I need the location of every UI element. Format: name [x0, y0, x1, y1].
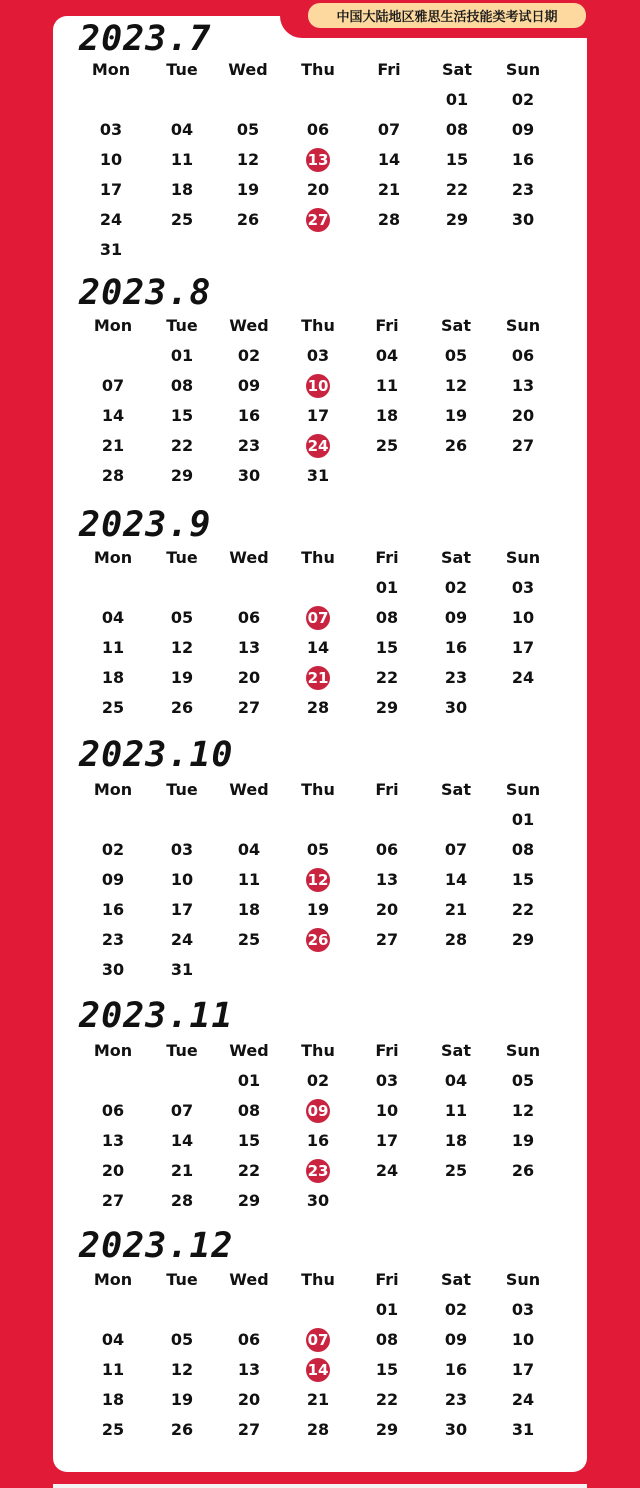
day-cell: 07 [170, 1101, 194, 1120]
day-cell: 10 [170, 870, 194, 889]
day-cell: 08 [375, 1330, 399, 1349]
day-cell: 21 [170, 1161, 194, 1180]
day-cell: 03 [99, 120, 123, 139]
day-cell: 18 [375, 406, 399, 425]
day-cell: 18 [170, 180, 194, 199]
day-cell: 06 [237, 608, 261, 627]
weekday-header: Sat [441, 316, 471, 335]
day-cell: 02 [444, 578, 468, 597]
day-cell: 16 [101, 900, 125, 919]
day-cell: 20 [237, 668, 261, 687]
day-cell: 29 [237, 1191, 261, 1210]
weekday-header: Sat [441, 548, 471, 567]
day-cell: 25 [101, 698, 125, 717]
day-cell: 07 [101, 376, 125, 395]
day-cell: 03 [511, 578, 535, 597]
exam-date-marker: 07 [306, 606, 330, 630]
weekday-header: Wed [229, 316, 269, 335]
day-cell: 14 [444, 870, 468, 889]
day-cell: 30 [511, 210, 535, 229]
day-cell: 13 [375, 870, 399, 889]
day-cell: 12 [170, 638, 194, 657]
day-cell: 17 [99, 180, 123, 199]
day-cell: 13 [237, 1360, 261, 1379]
day-cell: 26 [170, 698, 194, 717]
day-cell: 22 [375, 1390, 399, 1409]
day-cell: 23 [511, 180, 535, 199]
day-cell: 22 [237, 1161, 261, 1180]
day-cell: 13 [511, 376, 535, 395]
exam-date-marker: 26 [306, 928, 330, 952]
weekday-header: Sun [505, 548, 541, 567]
weekday-header: Thu [301, 1041, 335, 1060]
day-cell: 30 [237, 466, 261, 485]
day-cell: 03 [375, 1071, 399, 1090]
exam-date-marker: 24 [306, 434, 330, 458]
weekday-header: Fri [375, 1041, 399, 1060]
weekday-header: Thu [301, 60, 335, 79]
day-cell: 21 [377, 180, 401, 199]
weekday-header: Thu [301, 1270, 335, 1289]
day-cell: 01 [375, 1300, 399, 1319]
day-cell: 26 [444, 436, 468, 455]
exam-date-marker: 21 [306, 666, 330, 690]
day-cell: 27 [101, 1191, 125, 1210]
day-cell: 05 [306, 840, 330, 859]
day-cell: 31 [511, 1420, 535, 1439]
day-cell: 27 [375, 930, 399, 949]
day-cell: 23 [237, 436, 261, 455]
day-cell: 21 [101, 436, 125, 455]
day-cell: 04 [375, 346, 399, 365]
weekday-header: Tue [166, 1270, 198, 1289]
day-cell: 08 [170, 376, 194, 395]
day-cell: 03 [170, 840, 194, 859]
day-cell: 21 [444, 900, 468, 919]
day-cell: 25 [444, 1161, 468, 1180]
weekday-header: Tue [166, 1041, 198, 1060]
day-cell: 05 [511, 1071, 535, 1090]
day-cell: 18 [101, 1390, 125, 1409]
day-cell: 12 [170, 1360, 194, 1379]
day-cell: 15 [237, 1131, 261, 1150]
day-cell: 25 [375, 436, 399, 455]
weekday-header: Wed [229, 548, 269, 567]
day-cell: 05 [170, 608, 194, 627]
exam-date-marker: 13 [306, 148, 330, 172]
day-cell: 30 [306, 1191, 330, 1210]
weekday-header: Sun [505, 316, 541, 335]
day-cell: 26 [170, 1420, 194, 1439]
exam-date-marker: 23 [306, 1159, 330, 1183]
day-cell: 06 [306, 120, 330, 139]
day-cell: 11 [375, 376, 399, 395]
weekday-header: Sun [505, 1270, 541, 1289]
weekday-header: Tue [166, 60, 198, 79]
weekday-header: Mon [93, 1041, 133, 1060]
day-cell: 04 [237, 840, 261, 859]
day-cell: 28 [444, 930, 468, 949]
day-cell: 25 [237, 930, 261, 949]
day-cell: 19 [170, 1390, 194, 1409]
day-cell: 28 [170, 1191, 194, 1210]
exam-date-marker: 10 [306, 374, 330, 398]
exam-date-marker: 07 [306, 1328, 330, 1352]
day-cell: 14 [101, 406, 125, 425]
day-cell: 18 [237, 900, 261, 919]
day-cell: 04 [444, 1071, 468, 1090]
day-cell: 12 [511, 1101, 535, 1120]
day-cell: 09 [511, 120, 535, 139]
day-cell: 27 [237, 1420, 261, 1439]
day-cell: 08 [445, 120, 469, 139]
weekday-header: Fri [375, 1270, 399, 1289]
day-cell: 16 [511, 150, 535, 169]
day-cell: 02 [306, 1071, 330, 1090]
day-cell: 09 [101, 870, 125, 889]
day-cell: 01 [237, 1071, 261, 1090]
day-cell: 11 [237, 870, 261, 889]
day-cell: 22 [170, 436, 194, 455]
day-cell: 29 [375, 698, 399, 717]
day-cell: 01 [375, 578, 399, 597]
day-cell: 17 [511, 638, 535, 657]
day-cell: 07 [377, 120, 401, 139]
weekday-header: Fri [377, 60, 401, 79]
day-cell: 12 [444, 376, 468, 395]
day-cell: 15 [170, 406, 194, 425]
day-cell: 09 [237, 376, 261, 395]
card-bottom-edge [53, 1484, 587, 1488]
month-title: 2023.8 [79, 273, 212, 313]
weekday-header: Mon [93, 548, 133, 567]
day-cell: 08 [375, 608, 399, 627]
day-cell: 06 [237, 1330, 261, 1349]
weekday-header: Sun [505, 1041, 541, 1060]
day-cell: 24 [170, 930, 194, 949]
exam-date-marker: 14 [306, 1358, 330, 1382]
day-cell: 07 [444, 840, 468, 859]
weekday-header: Sat [441, 780, 471, 799]
day-cell: 15 [445, 150, 469, 169]
day-cell: 26 [236, 210, 260, 229]
weekday-header: Tue [166, 316, 198, 335]
weekday-header: Sun [505, 60, 541, 79]
weekday-header: Wed [229, 1270, 269, 1289]
day-cell: 29 [375, 1420, 399, 1439]
weekday-header: Thu [301, 780, 335, 799]
day-cell: 04 [101, 1330, 125, 1349]
day-cell: 14 [306, 638, 330, 657]
weekday-header: Tue [166, 780, 198, 799]
day-cell: 08 [237, 1101, 261, 1120]
day-cell: 06 [511, 346, 535, 365]
day-cell: 17 [375, 1131, 399, 1150]
day-cell: 10 [99, 150, 123, 169]
day-cell: 18 [444, 1131, 468, 1150]
day-cell: 22 [511, 900, 535, 919]
day-cell: 26 [511, 1161, 535, 1180]
weekday-header: Mon [93, 316, 133, 335]
day-cell: 15 [511, 870, 535, 889]
day-cell: 29 [170, 466, 194, 485]
day-cell: 19 [511, 1131, 535, 1150]
day-cell: 30 [444, 698, 468, 717]
day-cell: 04 [101, 608, 125, 627]
day-cell: 19 [306, 900, 330, 919]
day-cell: 06 [375, 840, 399, 859]
day-cell: 29 [511, 930, 535, 949]
day-cell: 23 [101, 930, 125, 949]
weekday-header: Mon [93, 780, 133, 799]
day-cell: 12 [236, 150, 260, 169]
weekday-header: Fri [375, 316, 399, 335]
day-cell: 01 [445, 90, 469, 109]
day-cell: 09 [444, 608, 468, 627]
day-cell: 05 [170, 1330, 194, 1349]
weekday-header: Fri [375, 548, 399, 567]
day-cell: 28 [306, 1420, 330, 1439]
weekday-header: Mon [91, 60, 131, 79]
day-cell: 17 [306, 406, 330, 425]
exam-date-marker: 27 [306, 208, 330, 232]
day-cell: 22 [375, 668, 399, 687]
weekday-header: Mon [93, 1270, 133, 1289]
day-cell: 01 [170, 346, 194, 365]
day-cell: 30 [444, 1420, 468, 1439]
weekday-header: Wed [229, 780, 269, 799]
day-cell: 03 [306, 346, 330, 365]
day-cell: 19 [236, 180, 260, 199]
day-cell: 01 [511, 810, 535, 829]
day-cell: 15 [375, 638, 399, 657]
day-cell: 20 [306, 180, 330, 199]
day-cell: 05 [444, 346, 468, 365]
day-cell: 08 [511, 840, 535, 859]
month-title: 2023.11 [79, 996, 234, 1036]
day-cell: 23 [444, 668, 468, 687]
day-cell: 31 [99, 240, 123, 259]
day-cell: 28 [377, 210, 401, 229]
day-cell: 13 [101, 1131, 125, 1150]
day-cell: 10 [511, 608, 535, 627]
day-cell: 14 [377, 150, 401, 169]
day-cell: 18 [101, 668, 125, 687]
day-cell: 17 [511, 1360, 535, 1379]
day-cell: 14 [170, 1131, 194, 1150]
exam-date-marker: 09 [306, 1099, 330, 1123]
day-cell: 21 [306, 1390, 330, 1409]
day-cell: 16 [444, 1360, 468, 1379]
day-cell: 20 [101, 1161, 125, 1180]
day-cell: 24 [375, 1161, 399, 1180]
day-cell: 20 [511, 406, 535, 425]
day-cell: 11 [101, 638, 125, 657]
weekday-header: Thu [301, 548, 335, 567]
day-cell: 10 [511, 1330, 535, 1349]
day-cell: 27 [237, 698, 261, 717]
day-cell: 05 [236, 120, 260, 139]
day-cell: 16 [306, 1131, 330, 1150]
day-cell: 10 [375, 1101, 399, 1120]
day-cell: 06 [101, 1101, 125, 1120]
day-cell: 17 [170, 900, 194, 919]
day-cell: 20 [375, 900, 399, 919]
weekday-header: Wed [228, 60, 268, 79]
day-cell: 27 [511, 436, 535, 455]
day-cell: 25 [101, 1420, 125, 1439]
month-title: 2023.12 [79, 1226, 234, 1266]
day-cell: 02 [444, 1300, 468, 1319]
weekday-header: Thu [301, 316, 335, 335]
day-cell: 23 [444, 1390, 468, 1409]
day-cell: 24 [511, 1390, 535, 1409]
month-title: 2023.10 [79, 735, 234, 775]
day-cell: 31 [170, 960, 194, 979]
day-cell: 11 [170, 150, 194, 169]
day-cell: 02 [101, 840, 125, 859]
day-cell: 28 [306, 698, 330, 717]
weekday-header: Sat [441, 1270, 471, 1289]
day-cell: 03 [511, 1300, 535, 1319]
day-cell: 11 [444, 1101, 468, 1120]
day-cell: 19 [170, 668, 194, 687]
day-cell: 20 [237, 1390, 261, 1409]
day-cell: 09 [444, 1330, 468, 1349]
day-cell: 02 [237, 346, 261, 365]
day-cell: 30 [101, 960, 125, 979]
weekday-header: Sat [442, 60, 472, 79]
day-cell: 02 [511, 90, 535, 109]
day-cell: 24 [99, 210, 123, 229]
exam-date-marker: 12 [306, 868, 330, 892]
weekday-header: Wed [229, 1041, 269, 1060]
month-title: 2023.7 [79, 19, 212, 59]
day-cell: 11 [101, 1360, 125, 1379]
day-cell: 16 [237, 406, 261, 425]
day-cell: 28 [101, 466, 125, 485]
weekday-header: Fri [375, 780, 399, 799]
day-cell: 15 [375, 1360, 399, 1379]
day-cell: 13 [237, 638, 261, 657]
day-cell: 16 [444, 638, 468, 657]
weekday-header: Sat [441, 1041, 471, 1060]
day-cell: 04 [170, 120, 194, 139]
day-cell: 25 [170, 210, 194, 229]
day-cell: 29 [445, 210, 469, 229]
month-title: 2023.9 [79, 505, 212, 545]
day-cell: 22 [445, 180, 469, 199]
day-cell: 24 [511, 668, 535, 687]
weekday-header: Sun [505, 780, 541, 799]
day-cell: 19 [444, 406, 468, 425]
day-cell: 31 [306, 466, 330, 485]
exam-dates-banner: 中国大陆地区雅思生活技能类考试日期 [308, 3, 586, 28]
weekday-header: Tue [166, 548, 198, 567]
